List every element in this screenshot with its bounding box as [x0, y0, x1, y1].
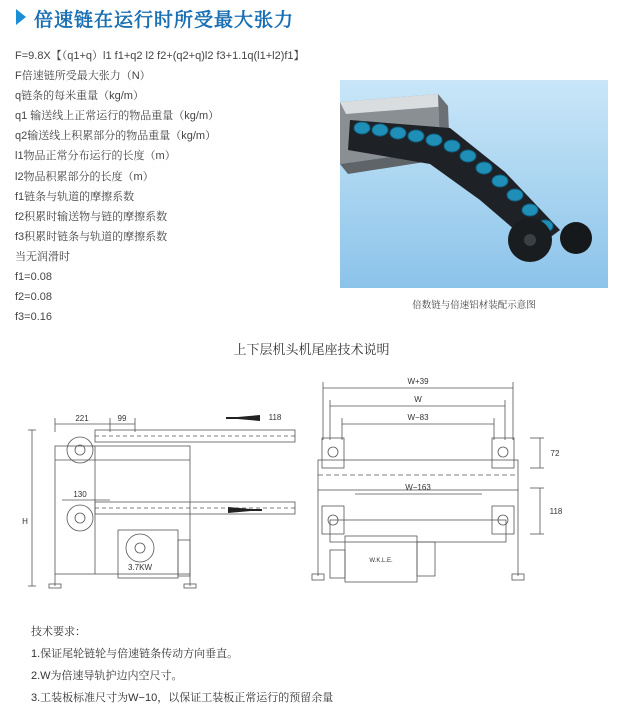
dim-w39: W+39 [407, 377, 429, 386]
motor-power-label: 3.7KW [127, 563, 153, 572]
dim-h: H [22, 517, 28, 526]
formula-line: f3=0.16 [15, 311, 53, 324]
note-item: 1.保证尾轮链轮与倍速链条传动方向垂直。 [31, 648, 239, 660]
formula-line: l1物品正常分布运行的长度（m） [15, 150, 176, 163]
formula-line: F=9.8X【（q1+q）l1 f1+q2 l2 f2+(q2+q)l2 f3+1.1q(l1+l2)f1】 [15, 50, 305, 62]
formula-line: f2积累时输送物与链的摩擦系数 [15, 210, 168, 223]
drawing-title: 上下层机头机尾座技术说明 [233, 342, 390, 357]
dim-w163: W−163 [405, 483, 431, 492]
formula-block [15, 46, 345, 327]
formula-line: f3积累时链条与轨道的摩擦系数 [15, 230, 168, 243]
dim-99: 99 [117, 414, 127, 423]
dim-221: 221 [75, 414, 89, 423]
tech-requirements [31, 621, 611, 709]
formula-line: 当无润滑时 [15, 250, 70, 263]
formula-line: f1=0.08 [15, 271, 53, 284]
technical-drawing [0, 360, 623, 610]
formula-line: q1 输送线上正常运行的物品重量（kg/m） [15, 110, 220, 123]
motor-plate-label: W.K.L.E. [369, 558, 393, 564]
photo-caption: 倍数链与倍速铝材装配示意图 [412, 300, 536, 311]
dim-130: 130 [73, 490, 87, 499]
section-header [0, 0, 623, 36]
dim-118-right: 118 [549, 507, 563, 516]
dim-w: W [414, 395, 422, 404]
dim-118-left: 118 [268, 413, 282, 422]
left-frame [55, 446, 190, 574]
formula-line: f1链条与轨道的摩擦系数 [15, 190, 135, 203]
chain-assembly-photo [340, 80, 608, 288]
formula-line: q2输送线上积累部分的物品重量（kg/m） [15, 130, 217, 143]
formula-line: f2=0.08 [15, 291, 53, 304]
notes-title: 技术要求： [31, 626, 86, 638]
dim-72: 72 [550, 449, 560, 458]
formula-line: F倍速链所受最大张力（N） [15, 70, 151, 83]
play-arrow-icon [16, 9, 26, 25]
note-item: 2.W为倍速导轨护边内空尺寸。 [31, 670, 183, 682]
chain-assembly-illustration [340, 80, 608, 288]
note-item: 3.工装板标准尺寸为W−10，以保证工装板正常运行的预留余量 [31, 692, 334, 704]
formula-line: q链条的每米重量（kg/m） [15, 90, 144, 103]
page-title: 倍速链在运行时所受最大张力 [34, 10, 295, 31]
formula-line: l2物品积累部分的长度（m） [15, 170, 154, 183]
dim-w83: W−83 [407, 413, 429, 422]
